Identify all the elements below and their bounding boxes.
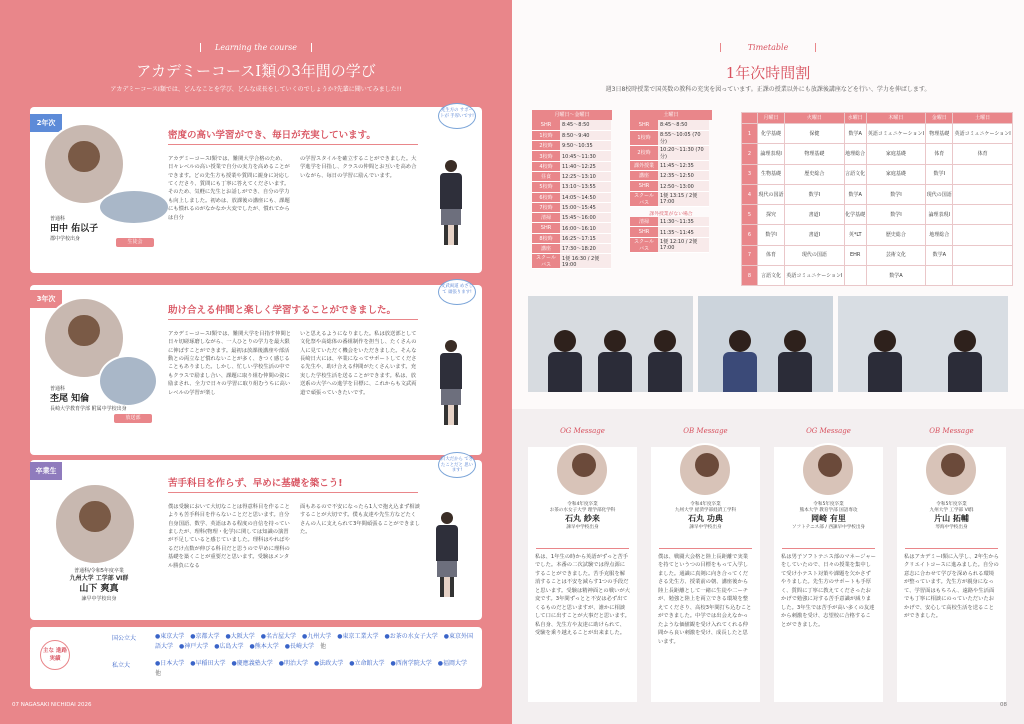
table-cell — [953, 164, 1013, 184]
table-cell: SHR — [630, 120, 658, 130]
graduation-year: 令和5年度卒業 — [813, 502, 844, 507]
table-cell: 清掃 — [630, 217, 658, 227]
message-text: 私は、1年生の時から英語がずっと苦手でした。本番の二次試験では得点源にすることができました。苦手克服を解消することは不安を減らす1つの手段だと思います。受験は精神面との戦いが大変です。3年間ずっとと不安は必ず出てくるものだと思いますが、誰かに相談して口に出すことが大事だと思います。私自身、先生方や友達に助けられて、受験を乗り越えることが出来ました。 — [535, 554, 630, 637]
table-row — [532, 120, 611, 130]
student-info — [50, 216, 98, 243]
private-univ-list — [155, 659, 475, 678]
table-cell: 2 — [742, 144, 758, 164]
table-cell: 地理総合 — [844, 144, 866, 164]
table-cell: 講座 — [630, 171, 658, 181]
table-row — [532, 233, 611, 243]
university-item: ●早稲田大学 — [190, 660, 232, 667]
table-cell: 歴史総合 — [785, 164, 845, 184]
table-row — [532, 213, 611, 223]
badge-year3: 3年次 — [30, 290, 62, 308]
graduate-school: 諫早中学校出身 — [566, 525, 599, 531]
table-cell: 1 — [742, 124, 758, 144]
table-row — [742, 245, 1013, 265]
graduate-info — [60, 568, 138, 603]
graduation-year: 令和4年度卒業 — [690, 502, 721, 507]
table-cell: 化学基礎 — [844, 205, 866, 225]
table-cell: 数学A — [866, 266, 926, 286]
table-cell: 14:05〜14:50 — [560, 192, 611, 202]
table-cell: 英*LT — [844, 225, 866, 245]
table-cell: 12:25〜13:10 — [560, 171, 611, 181]
table-cell: 10:45〜11:30 — [560, 151, 611, 161]
no-lesson-label: 課外授業がない場合 — [649, 211, 693, 217]
speech-bubble: 先生方の サポートが 手厚いです! — [438, 103, 476, 129]
table-cell: 昼食 — [532, 171, 560, 181]
table-cell: 数学A — [844, 124, 866, 144]
heading-underline — [168, 492, 418, 493]
table-cell: 15:00〜15:45 — [560, 202, 611, 212]
table-cell: 現代の国語 — [758, 184, 785, 204]
classroom-photo-3 — [838, 296, 1008, 392]
table-cell: 月曜日 — [758, 113, 785, 124]
table-row — [742, 124, 1013, 144]
table-row — [630, 171, 709, 181]
university-item: ●西南学院大学 — [390, 660, 438, 667]
table-cell: 2校時 — [532, 141, 560, 151]
table-row — [532, 182, 611, 192]
university-suffix: 他 — [155, 669, 162, 677]
student-school: 郡中学校出身 — [50, 235, 81, 242]
table-cell: 12:50〜13:00 — [658, 181, 709, 191]
table-cell: 体育 — [953, 144, 1013, 164]
lead-text: 週3日8校時授業で国英数の教科の充実を図っています。正課の授業以外にも放課後講座などを行い、学力を伸ばします。 — [605, 86, 931, 93]
table-cell: 16:25〜17:15 — [560, 233, 611, 243]
university-item: ●京都大学 — [190, 633, 226, 640]
table-cell: 11:40〜12:25 — [560, 161, 611, 171]
university-item: ●法政大学 — [314, 660, 350, 667]
student-school: 長崎大学教育学部 附属中学校出身 — [50, 405, 127, 412]
table-cell: 8校時 — [532, 233, 560, 243]
university-item: ●お茶の水女子大学 — [384, 633, 444, 640]
classroom-photo-2 — [698, 296, 833, 392]
table-cell: 12:35〜12:50 — [658, 171, 709, 181]
graduate-photo — [678, 443, 732, 497]
message-text: 私はアカデミーⅠ類に入学し、2年生からクリエイトコースに進みました。自分の意志に合わせて学びを深められる環境が整っています。先生方が親身になって、学習面はもちろん、遠路や生活面でも丁寧に相談にのっていただいたおかげで、安心して高校生活を送ることができました。 — [904, 554, 999, 620]
message-text: 私は男子ソフトテニス部のマネージャーをしていたので、日々の授業を集中して受け小テスト対策や課題を欠かさずやりました。先生方のサポートも手厚く、質問に丁寧に教えてくださったおかげで勉強に対する苦手意識が減りました。3年生では苦手が高い多くの友達から刺激を受け、志望校に合格することができました。 — [781, 554, 876, 628]
university-item: ●東京大学 — [155, 633, 191, 640]
section-heading: 助け合える仲間と楽しく学習することができました。 — [168, 305, 397, 316]
table-row — [532, 151, 611, 161]
table-cell: 論理表現Ⅰ — [926, 205, 953, 225]
university-item: ●神戸大学 — [179, 642, 215, 650]
table-cell: 保健 — [785, 124, 845, 144]
heading-underline — [168, 144, 418, 145]
table-cell: 体育 — [926, 144, 953, 164]
table-cell: 1便 12:10 / 2便 17:00 — [658, 237, 709, 252]
table-row — [630, 237, 709, 252]
graduate-university: お茶の水女子大学 理学部化学科 — [549, 508, 616, 514]
table-cell: 10:20〜11:30 (70分) — [658, 145, 709, 160]
table-cell: SHR — [630, 181, 658, 191]
graduate-photo — [555, 443, 609, 497]
text-column-1: アカデミーコースⅠ類では、難関大学を目指す仲間と日々切磋琢磨しながら、一人ひとりの学力を最大限に伸ばすことができます。最初は放課後講座や部活動との両立など慣れないことが多く、きつく感じることもありました。しかし、忙しい学校生活の中でもクラスで励まし合い、課題に取り組む仲間の姿に励まされ、全力で日々の学習に取り組むうちに高いレベルの学習が楽し — [168, 331, 292, 396]
graduate-info — [651, 502, 760, 531]
table-cell: 講座 — [532, 244, 560, 254]
table-cell: 6校時 — [532, 192, 560, 202]
table-cell: 現代の国語 — [785, 245, 845, 265]
table-cell: 英語コミュニケーションⅠ — [866, 124, 926, 144]
text-column-2: いと思えるようになりました。私は放送部として文化祭や高総体の番組制作を担当し、たくさんの人に見ていただく機会をいただきました。そんな長崎日大には、卒業になってサポートしてくださる先生や、助け合える仲間がたくさんいます。充実した学校生活を送ることができます。私は、放送系の大学への進学を目標に、これからも文武両道で頑張っていきたいです。 — [300, 331, 417, 396]
speech-bubble: 文武両道 めざして 頑張ります! — [438, 279, 476, 305]
table-cell: 家庭基礎 — [866, 164, 926, 184]
table-cell: 3 — [742, 164, 758, 184]
text-column-2: 面もあるので不安になったら1人で抱え込まず相談することが大切です。僕も友達や先生方などたくさんの人に支えられて3年間頑張ることができました。 — [300, 504, 420, 536]
saturday-schedule — [630, 110, 712, 253]
course-tag: Learning the course — [200, 43, 312, 52]
speech-bubble: 日大だから できたことだと 思います! — [438, 452, 476, 478]
table-cell: 家庭基礎 — [866, 144, 926, 164]
table-row — [742, 144, 1013, 164]
university-item: ●立命館大学 — [349, 660, 391, 667]
table-cell: 数学Ⅰ — [785, 184, 845, 204]
table-row — [630, 130, 709, 145]
table-row — [742, 225, 1013, 245]
section-heading: 苦手科目を作らず、早めに基礎を築こう! — [168, 478, 343, 489]
saturday-table — [630, 120, 709, 207]
table-cell: 1校時 — [630, 130, 658, 145]
student-name: 田中 佑以子 — [50, 224, 99, 234]
table-cell: EHR — [844, 245, 866, 265]
message-text: 僕は、戦闘大会格と陸上長距離で実業を持てというつの目標をもって入学しました。通識に真剣に向き合ってくださる先生方、授業前の朝、講座後から陸上長距離として一緒に生徒や二ーチが、勉強と陸上を両立できる環境を整えてくださり、高校3年間打ち込むことができました。中学では出会えなかったような価値観を受け入れてくれる仲間から良い刺激を受け、成長したと思います。 — [658, 554, 752, 645]
table-cell: 地理総合 — [926, 225, 953, 245]
table-cell: 8:45〜8:50 — [560, 120, 611, 130]
table-cell: 英語コミュニケーションⅠ — [953, 124, 1013, 144]
divider — [905, 548, 998, 549]
university-item: ●東京工業大学 — [337, 633, 385, 640]
table-cell: 水曜日 — [844, 113, 866, 124]
table-cell: 物理基礎 — [926, 124, 953, 144]
weekly-timetable — [741, 112, 1013, 286]
university-item: ●慶應義塾大学 — [231, 660, 279, 667]
graduation-year: 令和5年度卒業 — [936, 502, 967, 507]
table-cell: 現代の国語 — [926, 184, 953, 204]
table-cell: 体育 — [758, 245, 785, 265]
heading-underline — [168, 319, 418, 320]
graduate-name: 片山 拓輔 — [934, 514, 969, 524]
text-column-2: の学習スタイルを確立することができました。大学進学を目指し、クラスの仲間とお互いを高め合いながら、毎日の学習に励んでいます。 — [300, 156, 417, 179]
table-cell: 11:35〜11:45 — [658, 227, 709, 237]
text-column-1: アカデミーコースⅠ類では、難関大学合格のため、日々レベルの高い授業で自分の実力を高めることができます。どの先生方も授業や質問に親身に対応してくださり、質問にも丁寧に答えてくださいます。そのため、気軽に先生とお話しができ、自分の学力も向上しました。初めは、放課後の講座にも、課題にも慣れるのがなかなか大変でしたが、慣れてからは自分 — [168, 156, 290, 221]
table-cell: 6 — [742, 225, 758, 245]
table-cell: 1便 13:15 / 2便 17:00 — [658, 191, 709, 206]
table-cell: 5校時 — [532, 182, 560, 192]
table-row — [630, 145, 709, 160]
table-cell: 7校時 — [532, 202, 560, 212]
timetable-tag: Timetable — [720, 43, 816, 52]
table-cell: 1便 16:30 / 2便 19:00 — [560, 254, 611, 269]
badge-year2: 2年次 — [30, 114, 62, 132]
table-cell — [953, 245, 1013, 265]
table-cell: 英語コミュニケーションⅠ — [785, 266, 845, 286]
table-cell: 数学A — [844, 184, 866, 204]
table-row — [532, 171, 611, 181]
right-page — [512, 0, 1024, 724]
table-cell: 4校時 — [532, 161, 560, 171]
table-cell: 木曜日 — [866, 113, 926, 124]
table-row — [532, 161, 611, 171]
page-title: アカデミーコースⅠ類の3年間の学び — [136, 62, 376, 80]
graduate-info — [528, 502, 637, 531]
university-item: ●名古屋大学 — [260, 633, 302, 640]
section-heading: 密度の高い学習ができ、毎日が充実しています。 — [168, 130, 376, 141]
table-cell: 3校時 — [532, 151, 560, 161]
university-item: ●熊本大学 — [249, 642, 285, 650]
graduate-univ: 九州大学 工学部 Ⅵ群 — [69, 575, 129, 582]
private-label: 私立大 — [112, 662, 131, 669]
table-cell: 数学Ⅰ — [866, 205, 926, 225]
table-cell — [953, 225, 1013, 245]
table-cell: 13:10〜13:55 — [560, 182, 611, 192]
table-cell: SHR — [532, 223, 560, 233]
table-cell: 11:45〜12:35 — [658, 160, 709, 170]
table-row — [742, 184, 1013, 204]
graduate-name: 岡崎 有里 — [811, 514, 846, 524]
university-item: ●広島大学 — [214, 642, 250, 650]
graduate-name: 石丸 功典 — [688, 514, 723, 524]
table-cell: 生物基礎 — [758, 164, 785, 184]
message-tag: OB Message — [929, 427, 974, 435]
table-cell: 16:00〜16:10 — [560, 223, 611, 233]
table-cell: 物理基礎 — [785, 144, 845, 164]
table-cell: 歴史総合 — [866, 225, 926, 245]
table-cell: 言語文化 — [844, 164, 866, 184]
table-cell: SHR — [532, 120, 560, 130]
lead-text: アカデミーコースⅠ類では、どんなことを学び、どんな成長をしていくのでしょうか?先輩に聞いてみました!! — [110, 86, 402, 93]
table-cell: 化学基礎 — [758, 124, 785, 144]
table-row — [630, 191, 709, 206]
club-photo — [98, 189, 170, 225]
table-cell: 数学A — [926, 245, 953, 265]
graduate-name: 山下 爽真 — [79, 584, 119, 595]
table-cell: 1校時 — [532, 130, 560, 140]
table-cell: 書道Ⅰ — [785, 205, 845, 225]
table-cell: 課外授業 — [630, 160, 658, 170]
table-cell: 金曜日 — [926, 113, 953, 124]
table-row — [742, 113, 1013, 124]
graduate-info — [897, 502, 1006, 531]
student-dept: 普通科 — [50, 386, 66, 392]
table-row — [532, 254, 611, 269]
graduate-info — [774, 502, 883, 531]
graduate-photo — [801, 443, 855, 497]
graduate-figure — [433, 512, 461, 600]
table-cell: 数学Ⅰ — [866, 184, 926, 204]
table-row — [630, 160, 709, 170]
message-tag: OG Message — [806, 427, 851, 435]
table-cell: 数学Ⅰ — [926, 164, 953, 184]
graduate-name: 石丸 紗来 — [565, 514, 600, 524]
weekday-header: 月曜日〜金曜日 — [532, 110, 612, 120]
university-item: ●九州大学 — [302, 633, 338, 640]
graduate-photo — [924, 443, 978, 497]
table-cell — [844, 266, 866, 286]
graduate-school: 諫早中学校出身 — [81, 595, 117, 602]
graduate-university: 九州大学 経済学部経済工学科 — [674, 508, 737, 514]
graduate-dept: 普通科/令和5年度卒業 — [74, 568, 124, 574]
table-cell: 7 — [742, 245, 758, 265]
university-item: ●大阪大学 — [225, 633, 261, 640]
table-row — [532, 223, 611, 233]
saturday-table-alt — [630, 217, 709, 253]
page-footer: 08 — [1000, 702, 1007, 708]
table-cell: 4 — [742, 184, 758, 204]
weekday-table — [532, 120, 611, 269]
graduate-university: 熊本大学 教育学部 国語専攻 — [799, 508, 858, 514]
table-row — [630, 120, 709, 130]
divider — [659, 548, 752, 549]
table-cell: 11:30〜11:35 — [658, 217, 709, 227]
table-cell — [953, 184, 1013, 204]
page-footer: 07 NAGASAKI NICHIDAI 2026 — [12, 702, 92, 708]
university-item: ●明治大学 — [278, 660, 314, 667]
table-cell: 15:45〜16:00 — [560, 213, 611, 223]
table-cell: 清掃 — [532, 213, 560, 223]
university-item: ●長崎大学 — [284, 642, 321, 650]
table-row — [532, 141, 611, 151]
student-figure — [437, 160, 465, 248]
table-cell: 土曜日 — [953, 113, 1013, 124]
university-item: ●東京外国語大学 — [155, 633, 473, 650]
table-cell — [742, 113, 758, 124]
university-suffix: 他 — [320, 642, 327, 650]
message-tag: OB Message — [683, 427, 728, 435]
table-row — [532, 244, 611, 254]
table-cell: 火曜日 — [785, 113, 845, 124]
badge-graduate: 卒業生 — [30, 462, 62, 480]
table-row — [532, 130, 611, 140]
table-cell: スクールバス — [630, 191, 658, 206]
table-cell: 探究 — [758, 205, 785, 225]
table-cell: 論理表現Ⅰ — [758, 144, 785, 164]
student-name: 杢尾 知倫 — [50, 394, 90, 404]
table-cell: 17:30〜18:20 — [560, 244, 611, 254]
table-row — [532, 192, 611, 202]
page-title: 1年次時間割 — [725, 64, 811, 82]
graduation-year: 令和4年度卒業 — [567, 502, 598, 507]
university-item: ●福岡大学 — [437, 660, 473, 667]
graduate-school: ソフトテニス部 / 西諫早中学校出身 — [791, 525, 866, 531]
table-cell: 8 — [742, 266, 758, 286]
table-cell: スクールバス — [532, 254, 560, 269]
student-dept: 普通科 — [50, 216, 66, 222]
university-item: ●日本大学 — [155, 660, 191, 667]
table-cell: 芸術文化 — [866, 245, 926, 265]
table-cell — [953, 266, 1013, 286]
table-cell: 9:50〜10:35 — [560, 141, 611, 151]
graduate-school: 琴海中学校出身 — [935, 525, 968, 531]
graduate-university: 九州大学 工学部 Ⅵ群 — [929, 508, 974, 514]
table-row — [630, 227, 709, 237]
divider — [782, 548, 875, 549]
career-path-title: 主な 進路実績 — [40, 640, 70, 670]
table-row — [630, 217, 709, 227]
table-cell — [953, 205, 1013, 225]
graduate-photo — [54, 483, 136, 565]
table-row — [742, 266, 1013, 286]
graduate-school: 諫早中学校出身 — [689, 525, 722, 531]
student-info — [50, 386, 127, 413]
classroom-photo-1 — [528, 296, 693, 392]
weekday-schedule — [532, 110, 612, 269]
message-tag: OG Message — [560, 427, 605, 435]
table-row — [742, 205, 1013, 225]
table-cell: 5 — [742, 205, 758, 225]
table-row — [532, 202, 611, 212]
table-row — [630, 181, 709, 191]
table-cell: SHR — [630, 227, 658, 237]
club-label: 放送部 — [114, 414, 152, 423]
table-cell — [926, 266, 953, 286]
text-column-1: 僕は受験において大切なことは得意科目を作ることよりも苦手科目を作らないことだと思います。自分自身国語、数学、英語はある程度の自信を持っていましたが、理科(物理・化学)に関しては知識の演習が不足していると感じていました。理科はやればやるだけ点数が伸びる科目だと思うので早めに理科の基礎を築くことが重要だと思います。受験はメンタル勝負になる — [168, 504, 290, 569]
table-row — [742, 164, 1013, 184]
student-figure — [437, 340, 465, 428]
saturday-header: 土曜日 — [630, 110, 712, 120]
divider — [536, 548, 629, 549]
table-cell: スクールバス — [630, 237, 658, 252]
table-cell: 8:55〜10:05 (70分) — [658, 130, 709, 145]
national-univ-list — [155, 632, 475, 651]
table-cell: 書道Ⅰ — [785, 225, 845, 245]
table-cell: 2校時 — [630, 145, 658, 160]
club-label: 生徒会 — [116, 238, 154, 247]
national-label: 国公立大 — [112, 635, 137, 642]
table-cell: 数学Ⅰ — [758, 225, 785, 245]
table-cell: 8:45〜8:50 — [658, 120, 709, 130]
table-cell: 言語文化 — [758, 266, 785, 286]
table-cell: 8:50〜9:40 — [560, 130, 611, 140]
